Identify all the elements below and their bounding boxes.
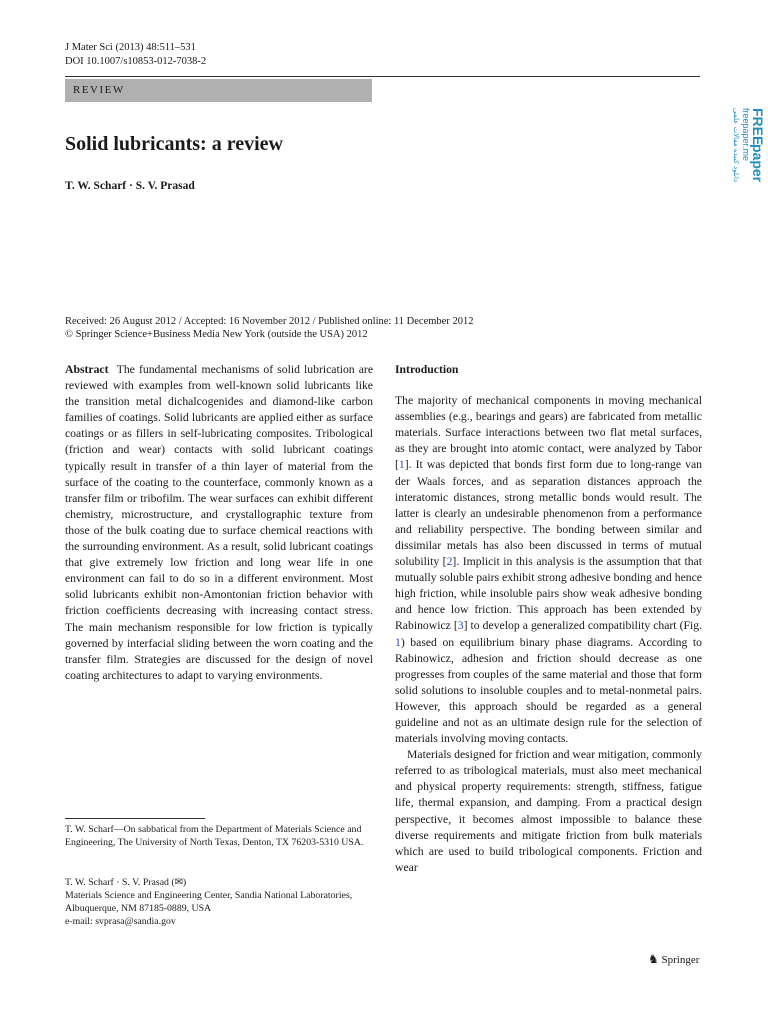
footnote-rule — [65, 818, 205, 819]
article-title: Solid lubricants: a review — [65, 133, 283, 155]
watermark-arabic: دانلود کننده مقالات علمی — [732, 108, 740, 183]
right-column — [395, 362, 702, 876]
introduction-paragraph-1: The majority of mechanical components in moving mechanical assemblies (e.g., bearings and gears) are fabricated from metallic materials. Surface interactions between two flat metal surfaces, as they are brought into atomic contact, were analyzed by Tabor [1]. It was depicted that bonds first form due to long-range van der Waals forces, and as separation distances approach the interatomic distances, strong metallic bonds would result. The latter is clearly an undesirable phenomenon from a performance and reliability perspective. The bonding between similar and dissimilar metals has also been discussed in terms of mutual solubility [2]. Implicit in this analysis is the assumption that that mutually soluble pairs exhibit strong adhesive bonding and hence high friction, while insoluble pairs show weak adhesive bonding and hence low friction. This approach has been extended by Rabinowicz [3] to develop a generalized compatibility chart (Fig. 1) based on equilibrium binary phase diagrams. According to Rabinowicz, adhesion and friction should decrease as one progresses from couples of the same material and those that form solid solutions to insoluble couples and to metal-nonmetal pairs. However, this approach should be regarded as a general guideline and not as an ultimate design rule for the selection of materials involving moving contacts. — [395, 394, 703, 746]
watermark-domain: freepaper.me — [741, 108, 751, 162]
freepaper-watermark[interactable] — [733, 108, 765, 232]
abstract-label: Abstract — [65, 363, 109, 376]
authors: T. W. Scharf · S. V. Prasad — [65, 180, 195, 192]
introduction-heading: Introduction — [395, 363, 459, 376]
watermark-logo-icon — [733, 108, 765, 232]
watermark-free: FREE — [750, 108, 766, 146]
abstract-text: The fundamental mechanisms of solid lubrication are reviewed with examples from well-known solid lubricants like the transition metal dichalcogenides and diamond-like carbon families of coatings. Solid lubricants are applied either as surface coatings or as fillers in self-lubricating composites. Tribological (friction and wear) contacts with solid lubricant coatings typically result in transfer of a thin layer of material from the surface of the coating to the counterface, commonly known as a transfer film or tribofilm. The wear surfaces can exhibit different chemistry, microstructure, and crystallographic texture from those of the bulk coating due to surface chemical reactions with the surrounding environment. As a result, solid lubricant coatings that give extremely low friction and long wear life in one environment can fail to do so in a different environment. Most solid lubricants exhibit non-Amontonian friction behavior with friction coefficients decreasing with increasing contact stress. The main mechanism responsible for low friction is typically governed by interfacial sliding between the worn coating and the transfer film. Strategies are discussed for the design of novel coating architectures to adapt to varying environments. — [65, 363, 374, 682]
footnote-sabbatical: T. W. Scharf—On sabbatical from the Department of Materials Science and Engineering, The University of North Texas, Denton, TX 76203-5310 USA. — [65, 824, 364, 848]
citation-link-3[interactable]: 3 — [457, 619, 464, 633]
doi[interactable]: DOI 10.1007/s10853-012-7038-2 — [65, 56, 207, 67]
publisher-footer — [648, 952, 699, 967]
introduction-paragraph-2: Materials designed for friction and wear mitigation, commonly referred to as tribological materials, must also meet mechanical and physical property requirements: strength, stiffness, fatigue life, thermal expansion, and damping. From a practical design perspective, it becomes almost impossible to balance these diverse requirements and mitigate friction from bulk materials which are used to build tribological components. Friction and wear — [395, 748, 702, 874]
section-label: REVIEW — [73, 84, 125, 96]
figure-link-1[interactable]: 1 — [395, 635, 401, 649]
correspondence-names: T. W. Scharf · S. V. Prasad (✉) — [65, 877, 187, 888]
correspondence-affiliation: Materials Science and Engineering Center, Sandia National Laboratories, Albuquerque, NM 87185-0889, USA — [65, 890, 353, 914]
header-rule — [65, 76, 700, 77]
citation-link-1[interactable]: 1 — [398, 458, 405, 472]
publication-dates: Received: 26 August 2012 / Accepted: 16 November 2012 / Published online: 11 December 2012 — [65, 316, 474, 327]
section-banner — [65, 79, 372, 102]
springer-horse-icon: ♞ — [648, 952, 659, 966]
copyright: © Springer Science+Business Media New York (outside the USA) 2012 — [65, 329, 368, 340]
citation-link-2[interactable]: 2 — [446, 555, 453, 569]
correspondence-block — [65, 876, 375, 928]
journal-citation: J Mater Sci (2013) 48:511–531 — [65, 42, 196, 53]
correspondence-email[interactable]: e-mail: svprasa@sandia.gov — [65, 916, 176, 927]
abstract — [65, 362, 373, 684]
publisher-name: Springer — [661, 954, 700, 966]
watermark-paper: paper — [750, 144, 766, 183]
left-column — [65, 362, 373, 684]
